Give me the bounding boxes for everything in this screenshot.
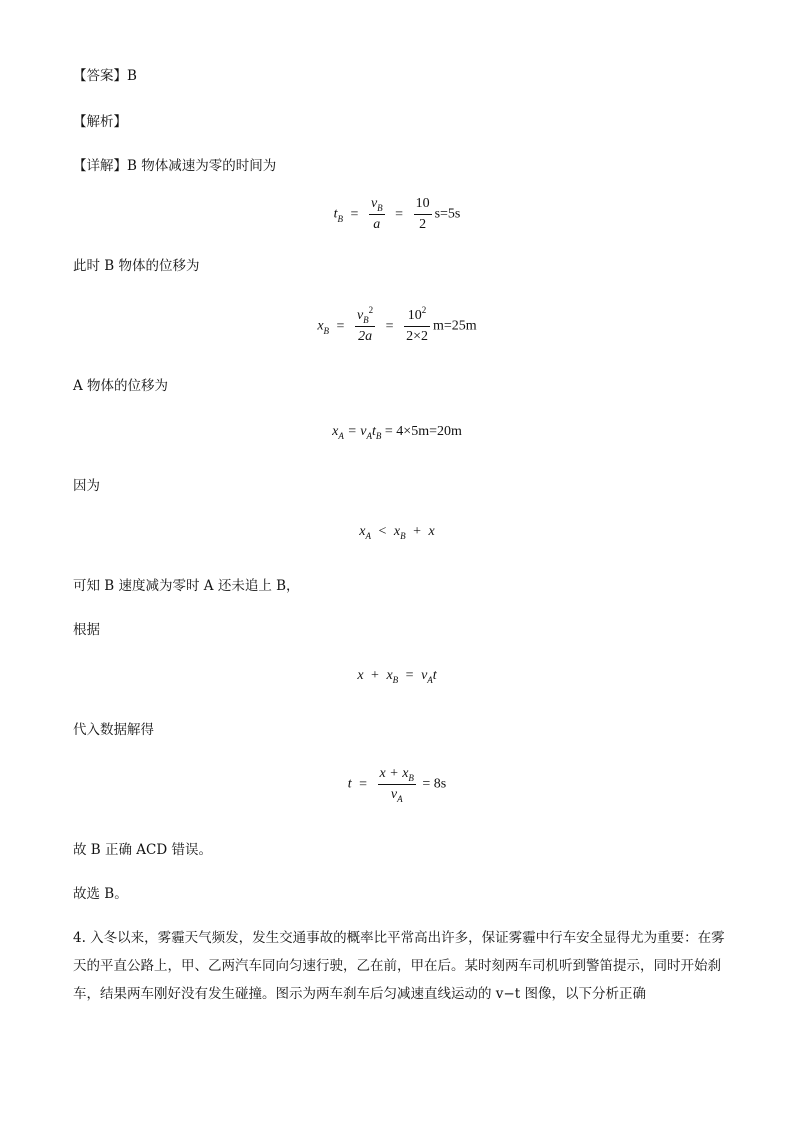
eq2-frac1 bbox=[355, 306, 375, 347]
equation-displacement-a bbox=[0, 424, 794, 440]
eq5-xb-sub: B bbox=[392, 675, 399, 685]
eq5-plus: + bbox=[371, 668, 379, 683]
eq5-eq: = bbox=[405, 668, 414, 683]
detail-tag: 【详解】 bbox=[73, 158, 127, 174]
eq5-xb: x bbox=[386, 668, 393, 683]
equation-displacement-b: $x_B$ = $\frac{v_B^2}{2a}$ = $\frac{10^2}{2\times 2}$ m=25m bbox=[0, 306, 794, 347]
eq5-va-sub: A bbox=[427, 675, 433, 685]
answer-line bbox=[73, 66, 137, 86]
equation-catchup bbox=[0, 668, 794, 684]
eq2-num1: v bbox=[356, 308, 364, 323]
answer-tag: 【答案】 bbox=[73, 68, 127, 84]
equation-solution: t = $\frac{x + x_B}{v_A}$ = 8s bbox=[347, 766, 447, 804]
line-result: 故 B 正确 ACD 错误。 bbox=[73, 842, 212, 858]
eq2-num2-sup: 2 bbox=[421, 305, 427, 315]
eq4-xa-sub: A bbox=[365, 531, 371, 541]
eq1-num1-sub: B bbox=[377, 203, 383, 213]
detail-line bbox=[73, 156, 276, 176]
eq2-num1-sup: 2 bbox=[368, 305, 374, 315]
eq2-num2: 10 bbox=[407, 308, 422, 323]
eq5-x: x bbox=[357, 668, 364, 683]
line-displacement-b: 此时 B 物体的位移为 bbox=[73, 258, 200, 274]
detail-text: B 物体减速为零的时间为 bbox=[127, 158, 277, 174]
eq6-num-sub: B bbox=[408, 773, 414, 783]
eq6-tail: = 8s bbox=[422, 776, 447, 792]
eq3-tb: t bbox=[372, 424, 376, 439]
eq3-va: = v bbox=[347, 424, 367, 439]
line-conclusion: 可知 B 速度减为零时 A 还未追上 B， bbox=[73, 578, 300, 594]
eq3-va-sub: A bbox=[366, 431, 373, 441]
eq5-va: v bbox=[421, 668, 428, 683]
line-according: 根据 bbox=[73, 622, 100, 638]
eq5-t: t bbox=[432, 668, 437, 683]
eq4-op: < bbox=[378, 524, 387, 539]
eq3-tail: = 4×5m=20m bbox=[381, 424, 462, 439]
answer-value: B bbox=[127, 68, 137, 84]
eq2-lhs-sub: B bbox=[323, 325, 330, 336]
eq6-den: v bbox=[390, 787, 398, 802]
question-4: 4. 入冬以来，雾霾天气频发，发生交通事故的概率比平常高出许多，保证雾霾中行车安全显得尤为重要：在雾天的平直公路上，甲、乙两汽车同向匀速行驶，乙在前，甲在后。某时刻两车司机听到警笛提示，同时开始刹车，结果两车刚好没有发生碰撞。图示为两车刹车后匀减速直线运动的 v−t 图像，以下分析正确 bbox=[73, 930, 725, 1002]
eq4-xa: x bbox=[359, 524, 366, 539]
eq2-tail: m=25m bbox=[432, 318, 477, 334]
eq6-frac bbox=[378, 764, 416, 805]
eq4-plus: + bbox=[413, 524, 422, 539]
eq1-frac1 bbox=[369, 194, 385, 235]
analysis-tag: 【解析】 bbox=[73, 114, 127, 130]
eq1-den1: a bbox=[373, 217, 381, 232]
eq1-frac2 bbox=[414, 194, 432, 235]
eq1-num1: v bbox=[370, 196, 378, 211]
eq2-den1: 2a bbox=[358, 329, 373, 344]
line-choose: 故选 B。 bbox=[73, 886, 128, 902]
eq4-x: x bbox=[428, 524, 435, 539]
eq6-num: x + x bbox=[379, 766, 409, 781]
eq2-lhs: x bbox=[317, 318, 324, 334]
line-because: 因为 bbox=[73, 478, 100, 494]
equation-time-b: $t_B$ = $\frac{v_B}{a}$ = $\frac{10}{2}$ s=5s bbox=[0, 194, 794, 235]
eq4-xb: x bbox=[393, 524, 401, 539]
line-displacement-a: A 物体的位移为 bbox=[73, 378, 169, 394]
eq3-tb-sub: B bbox=[375, 431, 382, 441]
equation-inequality bbox=[0, 524, 794, 540]
eq2-frac2 bbox=[404, 306, 430, 347]
line-substitute: 代入数据解得 bbox=[73, 722, 154, 738]
eq1-tail: s=5s bbox=[434, 206, 461, 222]
eq2-num1-sub: B bbox=[363, 315, 369, 325]
eq4-xb-sub: B bbox=[400, 531, 406, 541]
eq1-den2: 2 bbox=[419, 217, 427, 232]
eq2-den2: 2×2 bbox=[406, 329, 428, 344]
eq1-lhs-sub: B bbox=[337, 213, 344, 224]
eq3-xa: x bbox=[332, 424, 339, 439]
eq1-num2: 10 bbox=[414, 194, 432, 215]
eq6-den-sub: A bbox=[397, 794, 403, 804]
eq1-lhs: t bbox=[333, 206, 338, 222]
eq3-xa-sub: A bbox=[338, 431, 344, 441]
eq6-t: t bbox=[347, 776, 352, 792]
